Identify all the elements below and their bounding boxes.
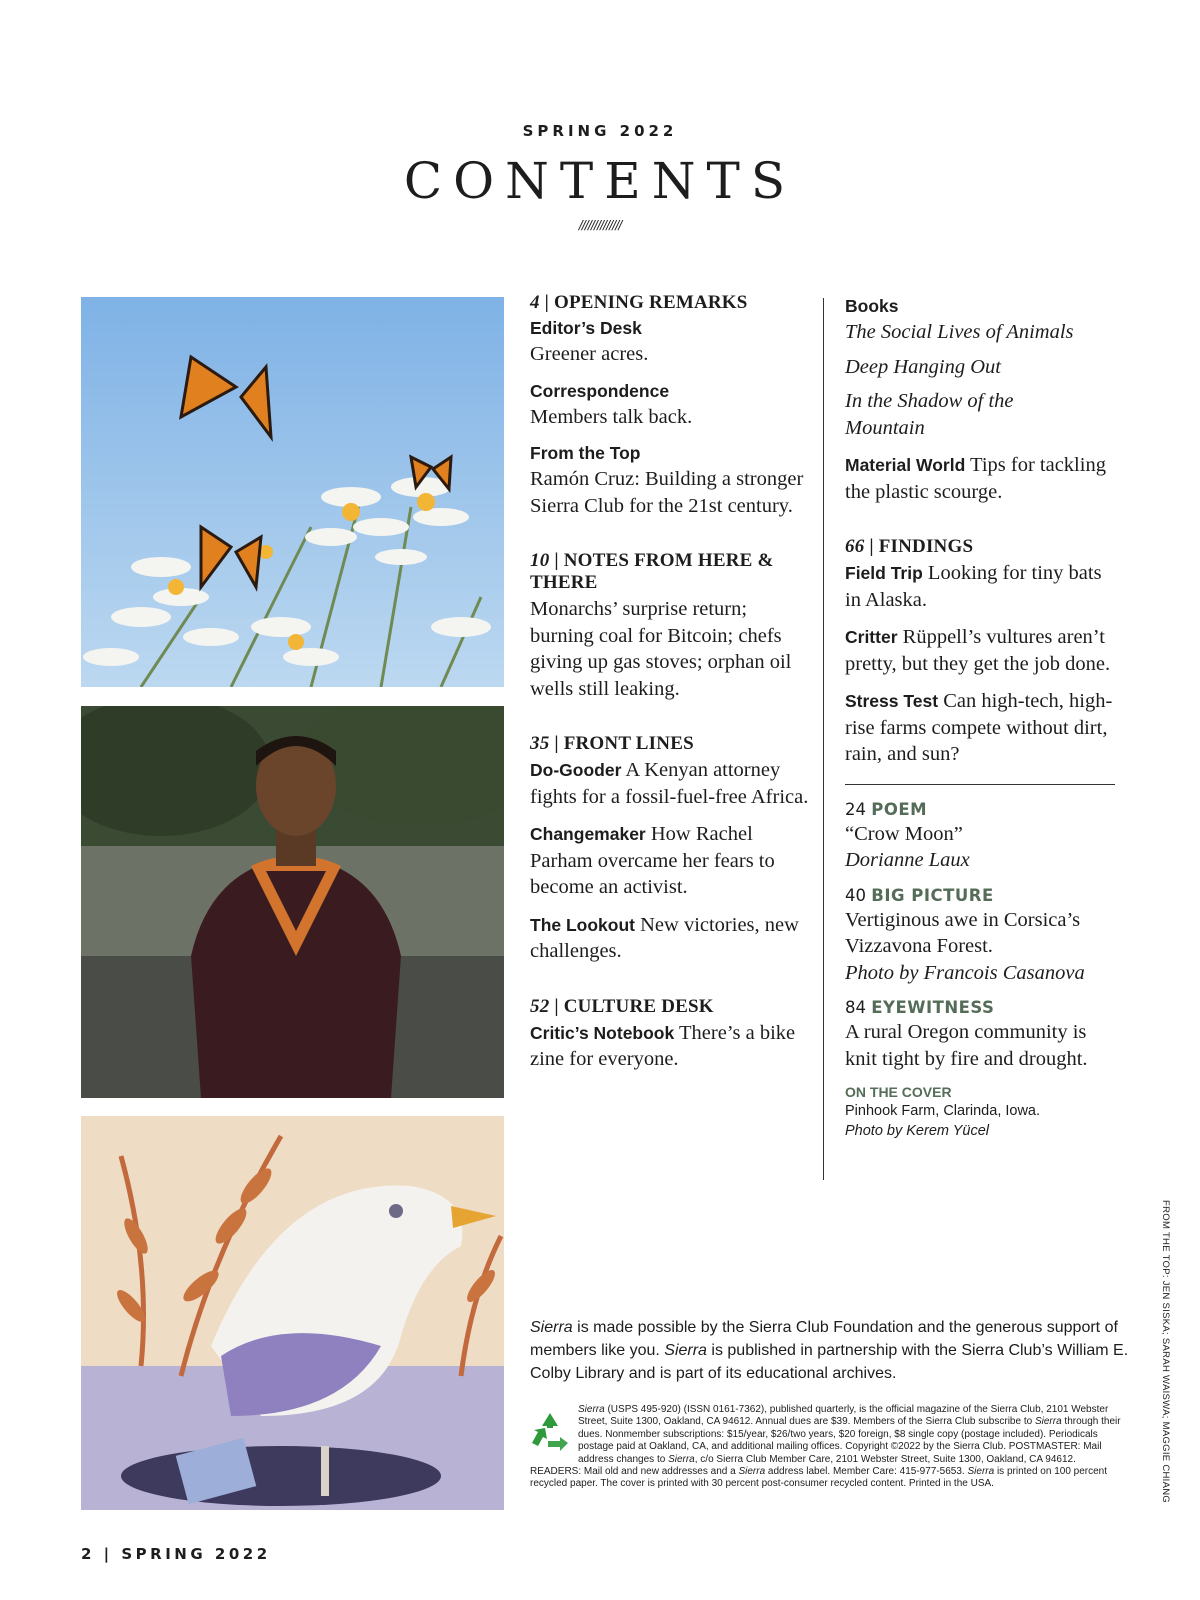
decorative-slashes: ////////////// — [578, 218, 622, 232]
page-folio: 2 | SPRING 2022 — [81, 1545, 271, 1563]
contents-column-left — [530, 292, 815, 1084]
publication-fine-print: Sierra (USPS 495-920) (ISSN 0161-7362), published quarterly, is the official magazine of the Sierra Club, 2101 Webster Street, Suite 1300, Oakland, CA 94612. Annual dues are $39. Members of the Sierra Club subscribe to Sierra through their dues. Nonmember subscriptions: $15/year, $26/two years, $20 foreign, $8 single copy (postage included). Periodicals postage paid at Oakland, CA, and additional mailing offices. Copyright ©2022 by the Sierra Club. POSTMASTER: Mail address changes to Sierra, c/o Sierra Club Member Care, 2101 Webster Street, Suite 1300, Oakland, CA 94612. READERS: Mail old and new addresses and a Sierra address label. Member Care: 415-977-5653. Sierra is printed on 100 percent recycled paper. The cover is printed with 30 percent post-consumer recycled content. Printed in the USA. — [530, 1404, 1121, 1490]
entry-critics-notebook: Critic’s Notebook There’s a bike zine for everyone. — [530, 1021, 796, 1070]
page-title: CONTENTS — [403, 152, 797, 210]
section-heading-culture-desk: 52 | CULTURE DESK — [530, 995, 714, 1017]
section-heading-notes: 10 | NOTES FROM HERE & THERE — [530, 550, 774, 593]
section-heading-front-lines: 35 | FRONT LINES — [530, 733, 694, 754]
entry-poem: 24 POEM “Crow Moon” Dorianne Laux — [845, 799, 970, 871]
photo-credit: FROM THE TOP: JEN SISKA; SARAH WAISWA; MAGGIE CHIANG — [1160, 1200, 1171, 1504]
section-divider — [845, 784, 1115, 785]
entry-notes-summary: Monarchs’ surprise return; burning coal for Bitcoin; chefs giving up gas stoves; orphan oil wells still leaking. — [530, 598, 792, 700]
entry-critter: Critter Rüppell’s vultures aren’t pretty, but they get the job done. — [845, 626, 1111, 675]
entry-do-gooder: Do-Gooder A Kenyan attorney fights for a fossil-fuel-free Africa. — [530, 759, 809, 808]
section-heading-findings: 66 | FINDINGS — [845, 536, 974, 557]
entry-material-world: Material World Tips for tackling the plastic scourge. — [845, 454, 1106, 503]
entry-stress-test: Stress Test Can high-tech, high-rise farms compete without dirt, rain, and sun? — [845, 690, 1113, 765]
column-divider — [823, 298, 824, 1180]
entry-big-picture: 40 BIG PICTURE Vertiginous awe in Corsica’s Vizzavona Forest. Photo by Francois Casanova — [845, 885, 1085, 984]
entry-eyewitness: 84 EYEWITNESS A rural Oregon community is knit tight by fire and drought. — [845, 998, 1088, 1070]
activist-portrait-photo — [81, 706, 504, 1098]
issue-label: SPRING 2022 — [522, 122, 678, 140]
entry-editors-desk: Editor’s Desk Greener acres. — [530, 318, 649, 365]
entry-field-trip: Field Trip Looking for tiny bats in Alaska. — [845, 562, 1102, 611]
seagull-illustration — [81, 1116, 504, 1510]
entry-changemaker: Changemaker How Rachel Parham overcame her fears to become an activist. — [530, 823, 775, 898]
entry-from-the-top: From the Top Ramón Cruz: Building a stronger Sierra Club for the 21st century. — [530, 443, 804, 517]
section-heading-opening-remarks: 4 | OPENING REMARKS — [530, 292, 748, 313]
entry-the-lookout: The Lookout New victories, new challenges. — [530, 913, 799, 962]
entry-correspondence: Correspondence Members talk back. — [530, 380, 693, 428]
entry-books: Books The Social Lives of Animals Deep Hanging Out In the Shadow of the Mountain — [845, 296, 1074, 439]
contents-column-right — [845, 292, 1115, 1141]
monarch-butterflies-photo — [81, 297, 504, 687]
foundation-note: Sierra is made possible by the Sierra Club Foundation and the generous support of members like you. Sierra is published in partnership with the Sierra Club’s William E. Colby Library and is part of its educational archives. — [530, 1319, 1129, 1382]
on-the-cover: ON THE COVER Pinhook Farm, Clarinda, Iowa. Photo by Kerem Yücel — [845, 1084, 1041, 1139]
